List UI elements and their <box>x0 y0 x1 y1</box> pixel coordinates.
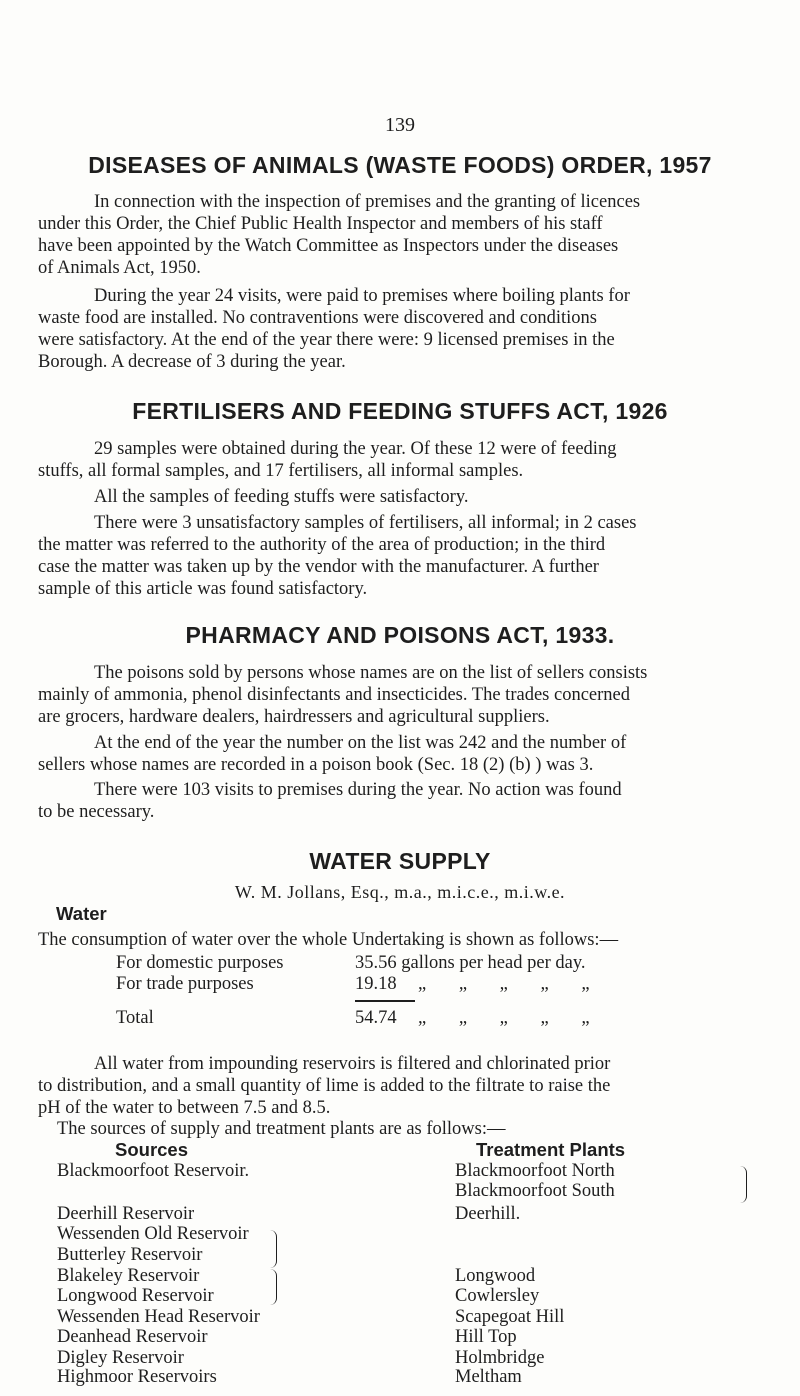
pharmacy-paragraph-2 <box>38 732 760 776</box>
text-line: the matter was referred to the authority of the area of production; in the third <box>38 535 606 556</box>
trade-label: For trade purposes <box>116 973 254 994</box>
text-line: 29 samples were obtained during the year. Of these 12 were of feeding <box>94 438 617 459</box>
plant-item: Meltham <box>455 1367 522 1388</box>
trade-value: 19.18 <box>355 973 397 994</box>
text-line: sample of this article was found satisfactory. <box>38 579 368 600</box>
consumption-intro <box>38 929 760 951</box>
text-line: The consumption of water over the whole Undertaking is shown as follows:— <box>38 929 619 950</box>
text-line: under this Order, the Chief Public Health Inspector and members of his staff <box>38 214 603 234</box>
diseases-paragraph-2 <box>38 285 760 373</box>
source-item: Blakeley Reservoir <box>57 1265 200 1286</box>
diseases-heading: DISEASES OF ANIMALS (WASTE FOODS) ORDER, 1957 <box>88 151 712 178</box>
text-line: were satisfactory. At the end of the year there were: 9 licensed premises in the <box>38 330 615 351</box>
text-line: stuffs, all formal samples, and 17 fertilisers, all informal samples. <box>38 460 524 481</box>
text-line: All the samples of feeding stuffs were satisfactory. <box>94 486 469 507</box>
filtration-paragraph <box>38 1053 760 1119</box>
text-line: The sources of supply and treatment plants are as follows:— <box>57 1118 506 1139</box>
source-item: Butterley Reservoir <box>57 1244 203 1265</box>
text-line: case the matter was taken up by the vendor with the manufacturer. A further <box>38 557 599 578</box>
text-line: mainly of ammonia, phenol disinfectants and insecticides. The trades concerned <box>38 685 630 706</box>
source-item: Wessenden Old Reservoir <box>57 1224 249 1245</box>
total-rule <box>355 1000 415 1002</box>
diseases-paragraph-1 <box>38 191 760 279</box>
plant-item: Blackmoorfoot South <box>455 1181 615 1202</box>
pharmacy-paragraph-3 <box>38 779 760 823</box>
plant-item: Hill Top <box>455 1327 517 1348</box>
text-line: have been appointed by the Watch Committee as Inspectors under the diseases <box>38 236 619 256</box>
text-line: There were 103 visits to premises during the year. No action was found <box>94 779 622 800</box>
author-line: W. M. Jollans, Esq., m.a., m.i.c.e., m.i.w.e. <box>234 881 566 902</box>
total-label: Total <box>116 1007 154 1028</box>
water-supply-heading: WATER SUPPLY <box>309 848 491 875</box>
page-number: 139 <box>385 114 415 136</box>
total-ditto-marks: „ „ „ „ „ <box>418 1007 604 1028</box>
text-line: The poisons sold by persons whose names are on the list of sellers consists <box>94 663 648 684</box>
text-line: sellers whose names are recorded in a poison book (Sec. 18 (2) (b) ) was 3. <box>38 754 594 775</box>
total-value: 54.74 <box>355 1007 397 1028</box>
sources-column-heading: Sources <box>115 1139 189 1161</box>
text-line: pH of the water to between 7.5 and 8.5. <box>38 1097 331 1118</box>
text-line: to distribution, and a small quantity of lime is added to the filtrate to raise the <box>38 1075 611 1096</box>
text-line: are grocers, hardware dealers, hairdressers and agricultural suppliers. <box>38 707 550 728</box>
pharmacy-paragraph-1 <box>38 662 760 728</box>
text-line: Borough. A decrease of 3 during the year. <box>38 352 346 373</box>
text-line: waste food are installed. No contraventions were discovered and conditions <box>38 308 597 329</box>
text-line: During the year 24 visits, were paid to premises where boiling plants for <box>94 286 630 307</box>
source-item: Wessenden Head Reservoir <box>57 1306 260 1327</box>
text-line: All water from impounding reservoirs is filtered and chlorinated prior <box>94 1053 611 1074</box>
fertilisers-heading: FERTILISERS AND FEEDING STUFFS ACT, 1926 <box>132 397 668 424</box>
pharmacy-heading: PHARMACY AND POISONS ACT, 1933. <box>185 622 615 648</box>
domestic-value: 35.56 gallons per head per day. <box>355 953 586 974</box>
plant-item: Holmbridge <box>455 1347 545 1368</box>
plant-item: Blackmoorfoot North <box>455 1160 615 1181</box>
treatment-plants-column-heading: Treatment Plants <box>476 1139 626 1161</box>
brace-blackmoorfoot <box>740 1166 747 1203</box>
text-line: There were 3 unsatisfactory samples of fertilisers, all informal; in 2 cases <box>94 513 637 534</box>
brace-blakeley-longwood <box>270 1269 277 1304</box>
brace-wessenden-butterley <box>270 1230 277 1267</box>
plant-item: Cowlersley <box>455 1286 540 1307</box>
plant-item: Scapegoat Hill <box>455 1306 565 1327</box>
water-subheading: Water <box>56 903 107 925</box>
plant-item: Deerhill. <box>455 1203 521 1224</box>
text-line: to be necessary. <box>38 801 155 822</box>
sources-intro <box>57 1118 779 1140</box>
text-line: At the end of the year the number on the list was 242 and the number of <box>94 732 627 753</box>
source-item: Deanhead Reservoir <box>57 1327 208 1348</box>
source-item: Digley Reservoir <box>57 1347 184 1368</box>
source-item: Longwood Reservoir <box>57 1286 214 1307</box>
fertilisers-paragraph-2 <box>38 486 760 508</box>
text-line: In connection with the inspection of premises and the granting of licences <box>94 192 641 212</box>
fertilisers-paragraph-3 <box>38 512 760 600</box>
fertilisers-paragraph-1 <box>38 438 760 482</box>
domestic-label: For domestic purposes <box>116 953 284 974</box>
text-line: of Animals Act, 1950. <box>38 258 201 278</box>
source-item: Deerhill Reservoir <box>57 1203 195 1224</box>
source-item: Blackmoorfoot Reservoir. <box>57 1160 250 1181</box>
source-item: Highmoor Reservoirs <box>57 1367 217 1388</box>
plant-item: Longwood <box>455 1265 536 1286</box>
trade-ditto-marks: „ „ „ „ „ <box>418 973 604 994</box>
